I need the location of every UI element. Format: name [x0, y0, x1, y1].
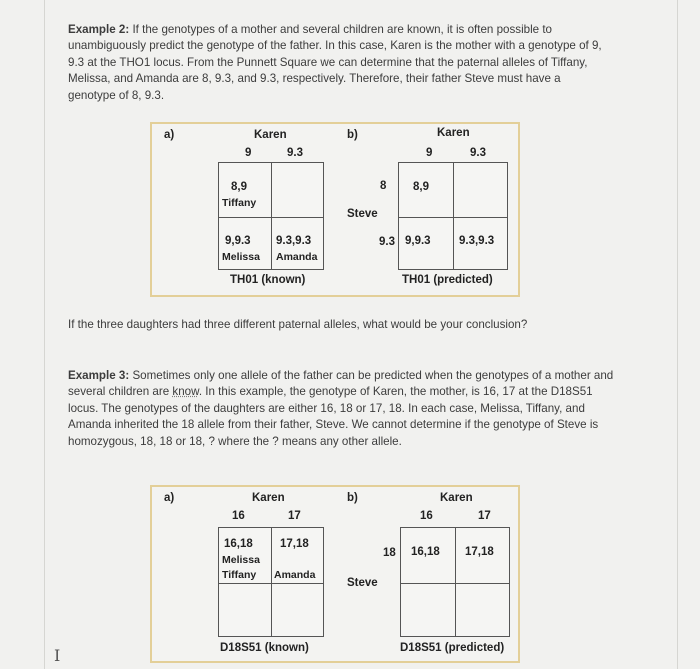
- panel-a-label: a): [164, 129, 175, 141]
- cell-genotype: 9.3,9.3: [276, 235, 312, 247]
- mother-allele-2: 17: [288, 510, 301, 522]
- cell-name: Amanda: [276, 251, 318, 263]
- example2-text: If the genotypes of a mother and several children are known, it is often possible to unambiguously predict the genotype of the father. In this case, Karen is the mother with a genotype of 9, 9.3 at the THO1 locus. From the Punnett Square we can determine that the paternal alleles of Tiffany, Melissa, and Amanda are 8, 9.3, and 9.3, respectively. Therefore, their father Steve must have a genotype of 8, 9.3.: [68, 23, 602, 102]
- cell-name: Melissa: [222, 251, 260, 263]
- question-text: If the three daughters had three different paternal alleles, what would be your conclusion?: [68, 318, 528, 331]
- cell-genotype: 8,9: [413, 181, 429, 193]
- example3-text-after: . In this example, the genotype of Karen, the mother, is 16, 17 at the D18S51 locus. The genotypes of the daughters are either 16, 18 or 17, 18. In each case, Melissa, Tiffany, and Amanda inherited the 18 allele from their father, Steve. We cannot determine if the genotype of Steve is homozygous, 18, 18 or 18, ? where the ? means any other allele.: [68, 385, 599, 448]
- father-allele: 18: [383, 547, 396, 559]
- cell-name: Tiffany: [222, 569, 257, 581]
- cell-genotype: 16,18: [411, 546, 440, 558]
- mother-name: Karen: [440, 492, 473, 504]
- cell-genotype: 9,9.3: [405, 235, 431, 247]
- caption-known: TH01 (known): [230, 274, 306, 286]
- figure-d18s51: [150, 485, 520, 663]
- father-name: Steve: [347, 577, 378, 589]
- example2-paragraph: [68, 22, 608, 104]
- cell-genotype: 16,18: [224, 538, 253, 550]
- panel-b-label: b): [347, 492, 358, 504]
- example2-label: Example 2:: [68, 23, 130, 36]
- cell-genotype: 9.3,9.3: [459, 235, 495, 247]
- mother-allele-2: 9.3: [470, 147, 486, 159]
- panel-b-label: b): [347, 129, 358, 141]
- mother-name: Karen: [252, 492, 285, 504]
- figure-tho1: [150, 122, 520, 297]
- example3-text-before: Sometimes only one allele of the father can be predicted when the genotypes of a mother and several children are: [68, 369, 614, 399]
- cell-name: Amanda: [274, 569, 316, 581]
- cell-genotype: 9,9.3: [225, 235, 251, 247]
- mother-allele-1: 16: [420, 510, 433, 522]
- caption-known: D18S51 (known): [220, 642, 309, 654]
- cell-genotype: 17,18: [465, 546, 494, 558]
- example3-paragraph: [68, 368, 616, 450]
- punnett-square-a: [218, 162, 324, 270]
- mother-allele-1: 16: [232, 510, 245, 522]
- cell-genotype: 8,9: [231, 181, 247, 193]
- punnett-square-a: [218, 527, 324, 637]
- mother-allele-1: 9: [426, 147, 433, 159]
- father-allele-2: 9.3: [379, 236, 395, 248]
- cell-genotype: 17,18: [280, 538, 309, 550]
- caption-predicted: D18S51 (predicted): [400, 642, 505, 654]
- mother-name: Karen: [254, 129, 287, 141]
- mother-name: Karen: [437, 127, 470, 139]
- mother-allele-2: 9.3: [287, 147, 303, 159]
- caption-predicted: TH01 (predicted): [402, 274, 493, 286]
- text-cursor-icon: I: [54, 646, 61, 665]
- father-allele-1: 8: [380, 180, 387, 192]
- punnett-square-b: [398, 162, 508, 270]
- punnett-square-b: [400, 527, 510, 637]
- cell-name: Melissa: [222, 554, 260, 566]
- mother-allele-2: 17: [478, 510, 491, 522]
- example3-label: Example 3:: [68, 369, 130, 382]
- father-name: Steve: [347, 208, 378, 220]
- panel-a-label: a): [164, 492, 175, 504]
- mother-allele-1: 9: [245, 147, 252, 159]
- cell-name: Tiffany: [222, 197, 257, 209]
- known-word: know: [172, 385, 199, 399]
